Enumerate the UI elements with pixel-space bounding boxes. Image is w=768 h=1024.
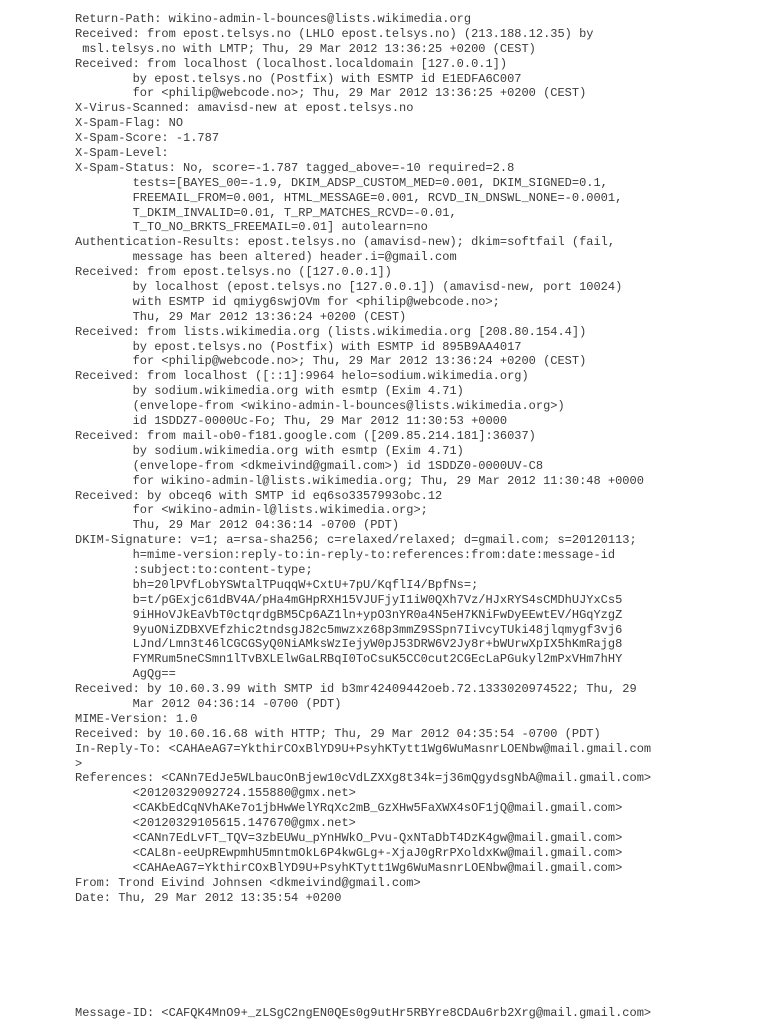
- header-line: (envelope-from <dkmeivind@gmail.com>) id 1SDDZ0-0000UV-C8: [75, 458, 544, 473]
- message-id-line: Message-ID: <CAFQK4MnO9+_zLSgC2ngEN0QEs0g9utHr5RBYre8CDAu6rb2Xrg@mail.gmail.com>: [75, 1006, 652, 1020]
- header-line: message has been altered) header.i=@gmail.com: [75, 250, 457, 265]
- header-line: (envelope-from <wikino-admin-l-bounces@lists.wikimedia.org>): [75, 399, 565, 414]
- header-line: In-Reply-To: <CAHAeAG7=YkthirCOxBlYD9U+PsyhKTytt1Wg6WuMasnrLOENbw@mail.gmail.com: [75, 741, 652, 756]
- header-line: Received: by obceq6 with SMTP id eq6so3357993obc.12: [75, 488, 443, 503]
- header-line: Received: from lists.wikimedia.org (lists.wikimedia.org [208.80.154.4]): [75, 324, 587, 339]
- header-line: FREEMAIL_FROM=0.001, HTML_MESSAGE=0.001, RCVD_IN_DNSWL_NONE=-0.0001,: [75, 190, 623, 205]
- header-line: From: Trond Eivind Johnsen <dkmeivind@gmail.com>: [75, 875, 421, 890]
- header-line: by epost.telsys.no (Postfix) with ESMTP id E1EDFA6C007: [75, 71, 522, 86]
- header-line: LJnd/Lmn3t46lCGCGSyQ0NiAMksWzIejyW0pJ53DRW6V2Jy8r+bWUrwXpIX5hKmRajg8: [75, 637, 623, 652]
- header-line: <CANn7EdLvFT_TQV=3zbEUWu_pYnHWkO_Pvu-QxNTaDbT4DzK4gw@mail.gmail.com>: [75, 830, 623, 845]
- header-line: 9iHHoVJkEaVbT0ctqrdgBM5Cp6AZ1ln+ypO3nYR0a4N5eH7KNiFwDyEEwtEV/HGqYzgZ: [75, 607, 623, 622]
- header-line: <CAL8n-eeUpREwpmhU5mntmOkL6P4kwGLg+-XjaJ0gRrPXoldxKw@mail.gmail.com>: [75, 845, 623, 860]
- header-line: Thu, 29 Mar 2012 04:36:14 -0700 (PDT): [75, 518, 400, 533]
- header-line: X-Spam-Status: No, score=-1.787 tagged_above=-10 required=2.8: [75, 160, 515, 175]
- header-line: T_DKIM_INVALID=0.01, T_RP_MATCHES_RCVD=-0.01,: [75, 205, 457, 220]
- header-line: for wikino-admin-l@lists.wikimedia.org; Thu, 29 Mar 2012 11:30:48 +0000: [75, 473, 644, 488]
- header-line: References: <CANn7EdJe5WLbaucOnBjew10cVdLZXXg8t34k=j36mQgydsgNbA@mail.gmail.com>: [75, 771, 652, 786]
- header-line: h=mime-version:reply-to:in-reply-to:references:from:date:message-id: [75, 548, 616, 563]
- header-line: X-Spam-Score: -1.787: [75, 131, 220, 146]
- email-header-block: [75, 12, 755, 905]
- header-line: X-Spam-Flag: NO: [75, 116, 184, 131]
- header-line: Received: by 10.60.16.68 with HTTP; Thu, 29 Mar 2012 04:35:54 -0700 (PDT): [75, 726, 601, 741]
- header-line: Mar 2012 04:36:14 -0700 (PDT): [75, 696, 342, 711]
- header-line: Received: from mail-ob0-f181.google.com ([209.85.214.181]:36037): [75, 428, 536, 443]
- header-line: <20120329105615.147670@gmx.net>: [75, 816, 356, 831]
- header-line: tests=[BAYES_00=-1.9, DKIM_ADSP_CUSTOM_MED=0.001, DKIM_SIGNED=0.1,: [75, 175, 608, 190]
- header-line: <CAKbEdCqNVhAKe7o1jbHwWelYRqXc2mB_GzXHw5FaXWX4sOF1jQ@mail.gmail.com>: [75, 801, 623, 816]
- header-line: by localhost (epost.telsys.no [127.0.0.1]) (amavisd-new, port 10024): [75, 280, 623, 295]
- header-line: Received: from localhost (localhost.localdomain [127.0.0.1]): [75, 56, 508, 71]
- header-line: Received: from epost.telsys.no ([127.0.0.1]): [75, 265, 392, 280]
- header-line: FYMRum5neCSmn1lTvBXLElwGaLRBqI0ToCsuK5CC0cut2CGEcLaPGukyl2mPxVHm7hHY: [75, 652, 623, 667]
- header-line: >: [75, 756, 83, 771]
- header-line: by sodium.wikimedia.org with esmtp (Exim 4.71): [75, 443, 464, 458]
- header-line: <20120329092724.155880@gmx.net>: [75, 786, 356, 801]
- header-line: X-Spam-Level:: [75, 146, 169, 161]
- header-line: :subject:to:content-type;: [75, 562, 313, 577]
- header-line: T_TO_NO_BRKTS_FREEMAIL=0.01] autolearn=no: [75, 220, 428, 235]
- header-line: for <wikino-admin-l@lists.wikimedia.org>;: [75, 503, 428, 518]
- header-line: DKIM-Signature: v=1; a=rsa-sha256; c=relaxed/relaxed; d=gmail.com; s=20120113;: [75, 533, 637, 548]
- header-line: Received: from epost.telsys.no (LHLO epost.telsys.no) (213.188.12.35) by: [75, 26, 594, 41]
- header-line: with ESMTP id qmiyg6swjOVm for <philip@webcode.no>;: [75, 294, 500, 309]
- header-line: MIME-Version: 1.0: [75, 711, 198, 726]
- header-line: bh=20lPVfLobYSWtalTPuqqW+CxtU+7pU/KqflI4/BpfNs=;: [75, 577, 479, 592]
- header-line: by epost.telsys.no (Postfix) with ESMTP id 895B9AA4017: [75, 339, 522, 354]
- header-line: for <philip@webcode.no>; Thu, 29 Mar 2012 13:36:24 +0200 (CEST): [75, 354, 587, 369]
- header-line: <CAHAeAG7=YkthirCOxBlYD9U+PsyhKTytt1Wg6WuMasnrLOENbw@mail.gmail.com>: [75, 860, 623, 875]
- header-line: msl.telsys.no with LMTP; Thu, 29 Mar 2012 13:36:25 +0200 (CEST): [75, 41, 536, 56]
- header-line: for <philip@webcode.no>; Thu, 29 Mar 2012 13:36:25 +0200 (CEST): [75, 86, 587, 101]
- header-line: b=t/pGExjc61dBV4A/pHa4mGHpRXH15VJUFjyI1iW0QXh7Vz/HJxRYS4sCMDhUJYxCs5: [75, 592, 623, 607]
- header-line: Received: by 10.60.3.99 with SMTP id b3mr42409442oeb.72.1333020974522; Thu, 29: [75, 682, 637, 697]
- header-line: Return-Path: wikino-admin-l-bounces@lists.wikimedia.org: [75, 12, 472, 26]
- header-line: Authentication-Results: epost.telsys.no (amavisd-new); dkim=softfail (fail,: [75, 235, 616, 250]
- header-line: 9yuONiZDBXVEfzhic2tndsgJ82c5mwzxz68p3mmZ9SSpn7IivcyTUki48jlqmygf3vj6: [75, 622, 623, 637]
- header-line: id 1SDDZ7-0000Uc-Fo; Thu, 29 Mar 2012 11:30:53 +0000: [75, 414, 508, 429]
- header-line: Received: from localhost ([::1]:9964 helo=sodium.wikimedia.org): [75, 369, 529, 384]
- header-line: AgQg==: [75, 667, 176, 682]
- header-line: by sodium.wikimedia.org with esmtp (Exim 4.71): [75, 384, 464, 399]
- header-line: X-Virus-Scanned: amavisd-new at epost.telsys.no: [75, 101, 414, 116]
- header-line: Date: Thu, 29 Mar 2012 13:35:54 +0200: [75, 890, 342, 905]
- header-line: Thu, 29 Mar 2012 13:36:24 +0200 (CEST): [75, 309, 407, 324]
